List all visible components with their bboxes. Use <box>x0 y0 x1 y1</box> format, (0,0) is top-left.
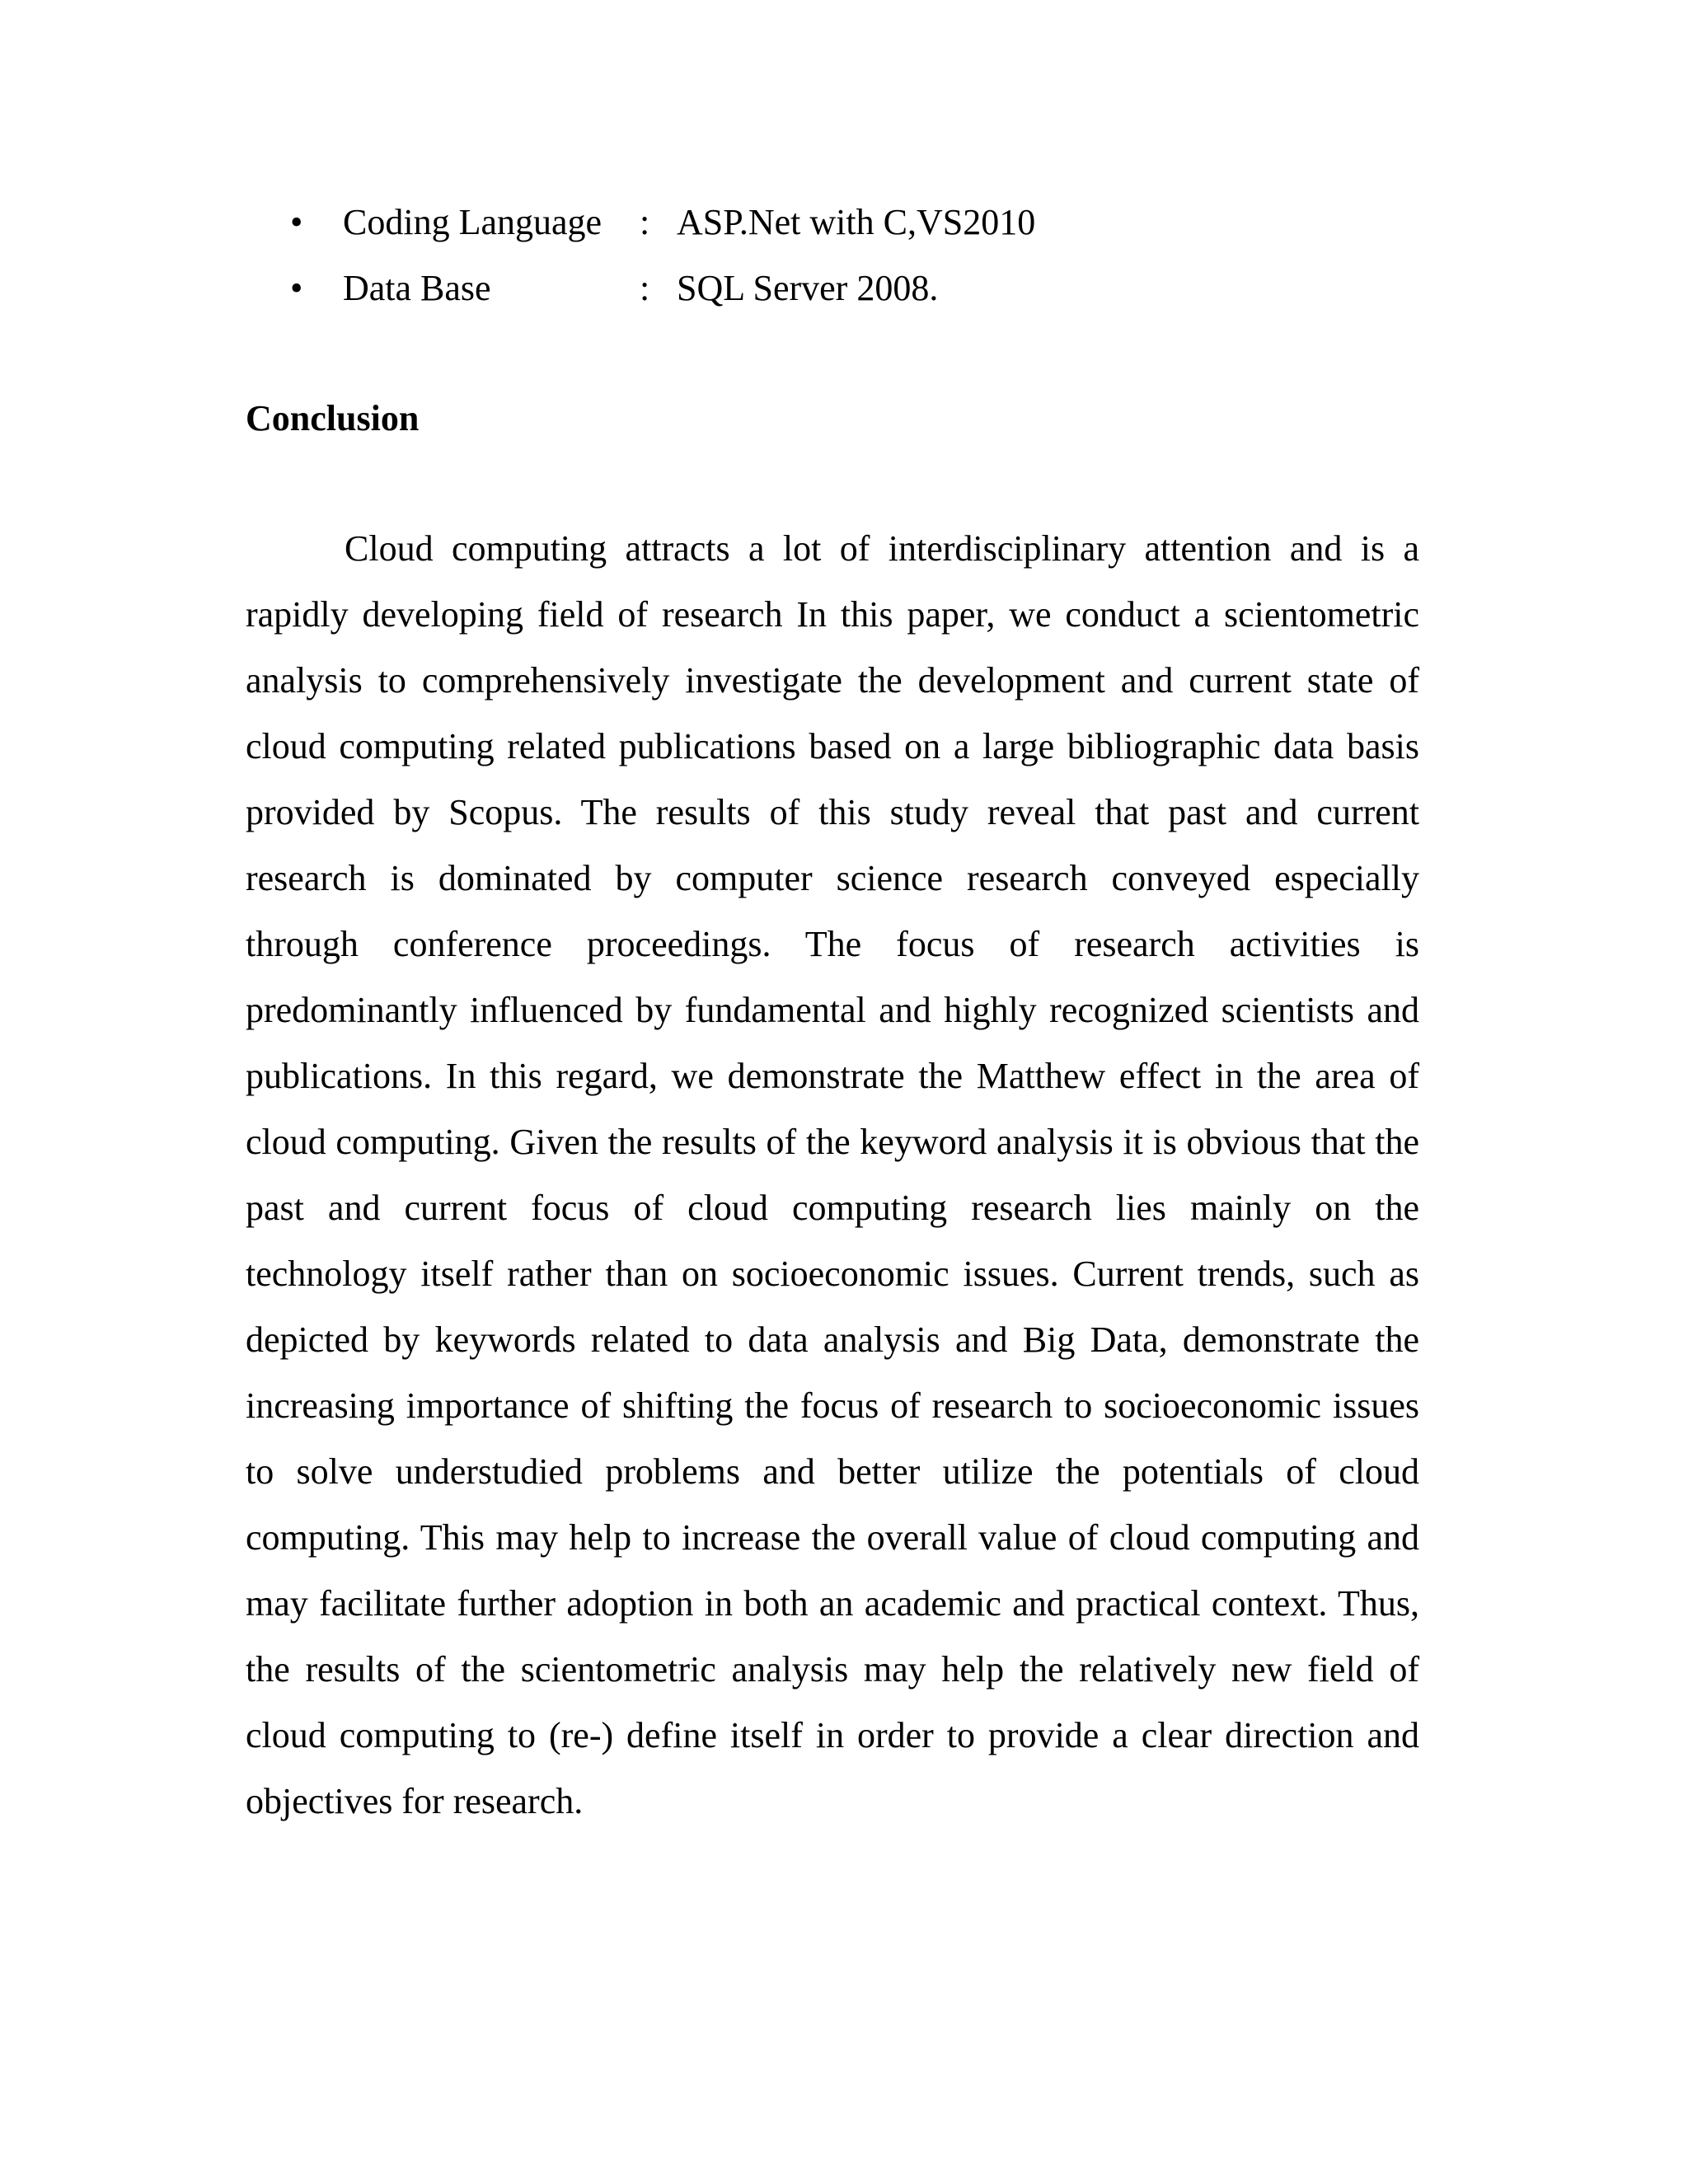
bullet-icon: • <box>290 202 303 242</box>
bullet-icon: • <box>290 268 303 308</box>
spec-separator: : <box>640 268 650 308</box>
spec-value: SQL Server 2008. <box>677 268 939 308</box>
spec-item-coding-language <box>290 190 1035 255</box>
conclusion-paragraph: Cloud computing attracts a lot of interdisciplinary attention and is a rapidly developing field of research In this paper, we conduct a scientometric analysis to comprehensively investigate the development and current state of cloud computing related publications based on a large bibliographic data basis provided by Scopus. The results of this study reveal that past and current research is dominated by computer science research conveyed especially through conference proceedings. The focus of research activities is predominantly influenced by fundamental and highly recognized scientists and publications. In this regard, we demonstrate the Matthew effect in the area of cloud computing. Given the results of the keyword analysis it is obvious that the past and current focus of cloud computing research lies mainly on the technology itself rather than on socioeconomic issues. Current trends, such as depicted by keywords related to data analysis and Big Data, demonstrate the increasing importance of shifting the focus of research to socioeconomic issues to solve understudied problems and better utilize the potentials of cloud computing. This may help to increase the overall value of cloud computing and may facilitate further adoption in both an academic and practical context. Thus, the results of the scientometric analysis may help the relatively new field of cloud computing to (re-) define itself in order to provide a clear direction and objectives for research. <box>246 528 1419 1821</box>
spec-label: Coding Language <box>343 202 603 242</box>
spec-value: ASP.Net with C,VS2010 <box>677 202 1036 242</box>
spec-separator: : <box>640 202 650 242</box>
section-heading-conclusion: Conclusion <box>246 398 420 438</box>
spec-label: Data Base <box>343 268 491 308</box>
software-requirements-list <box>290 190 1035 321</box>
spec-item-data-base <box>290 255 1035 321</box>
